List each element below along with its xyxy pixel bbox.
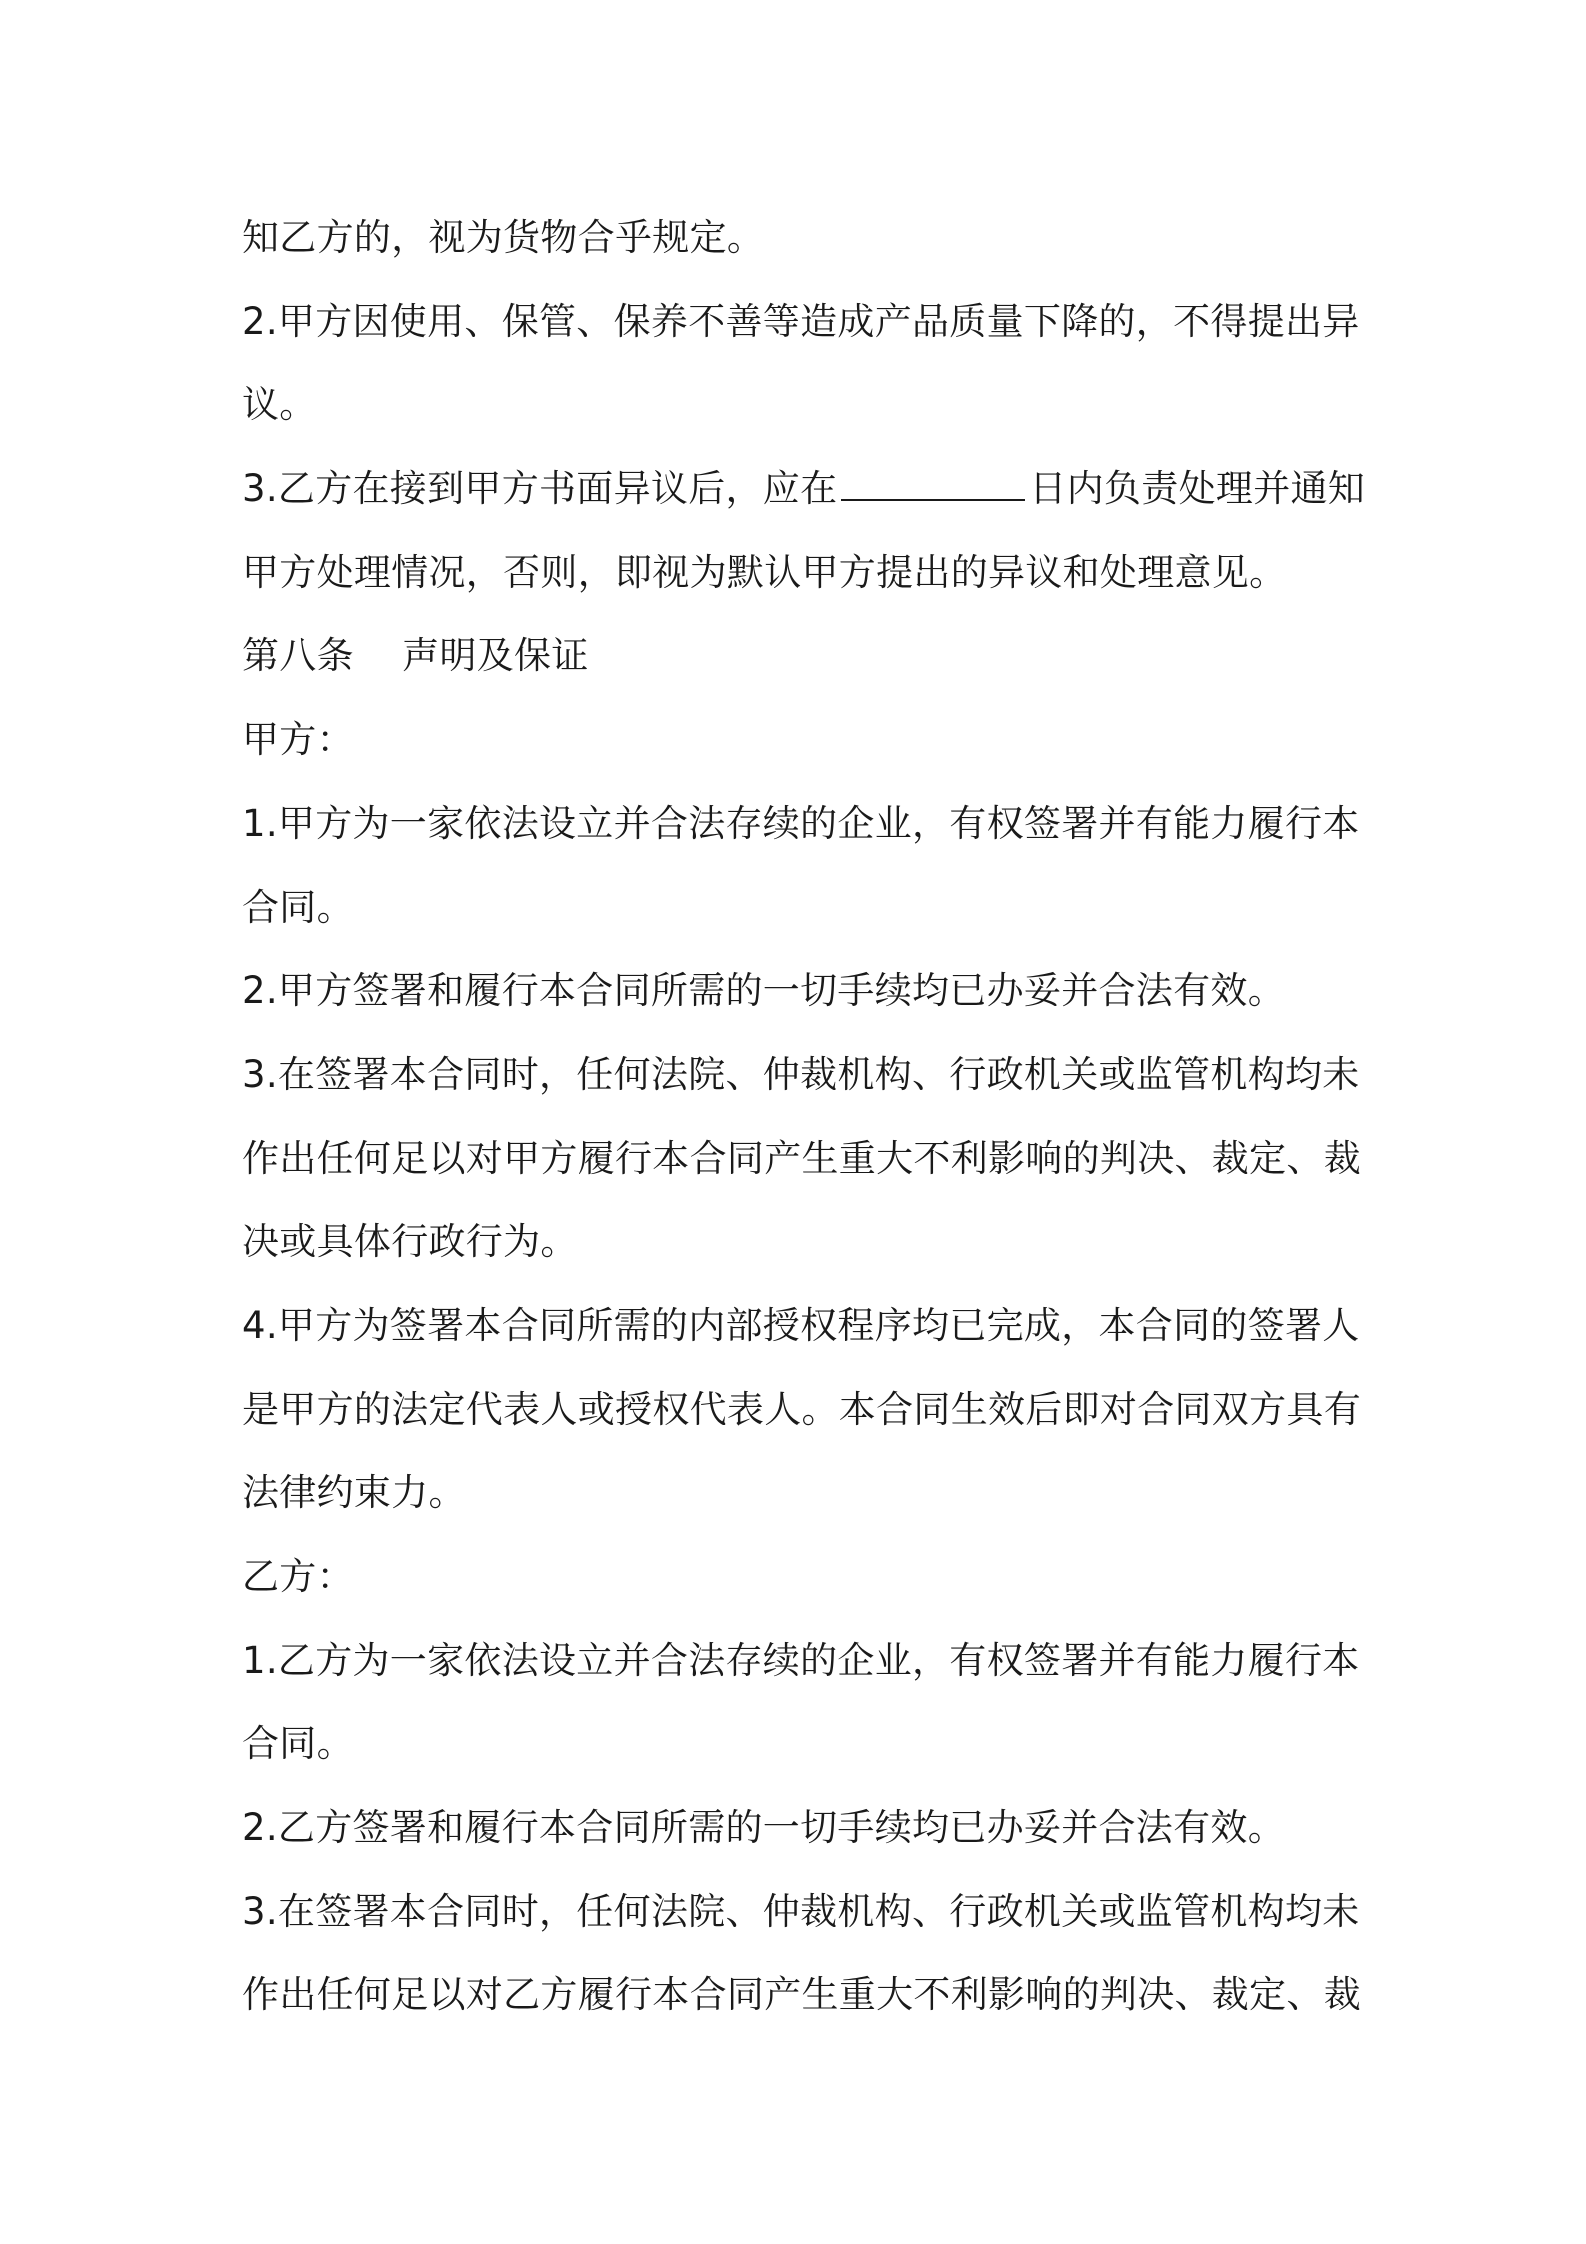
text-line: 议。 bbox=[242, 383, 317, 427]
text-line: 1.乙方为一家依法设立并合法存续的企业，有权签署并有能力履行本 bbox=[242, 1638, 1360, 1682]
text-segment: 3.乙方在接到甲方书面异议后，应在 bbox=[242, 467, 838, 511]
text-line: 2.甲方因使用、保管、保养不善等造成产品质量下降的，不得提出异 bbox=[242, 299, 1360, 343]
party-heading: 乙方： bbox=[242, 1555, 354, 1598]
text-line: 知乙方的，视为货物合乎规定。 bbox=[242, 216, 765, 259]
text-line: 作出任何足以对乙方履行本合同产生重大不利影响的判决、裁定、裁 bbox=[242, 1973, 1361, 2017]
text-line: 甲方处理情况，否则，即视为默认甲方提出的异议和处理意见。 bbox=[242, 550, 1287, 594]
document-page bbox=[242, 196, 1372, 2037]
text-line: 合同。 bbox=[242, 1722, 354, 1766]
text-line: 是甲方的法定代表人或授权代表人。本合同生效后即对合同双方具有 bbox=[242, 1387, 1361, 1431]
text-line: 合同。 bbox=[242, 885, 354, 929]
text-line: 4.甲方为签署本合同所需的内部授权程序均已完成，本合同的签署人 bbox=[242, 1303, 1360, 1347]
fill-in-blank bbox=[841, 469, 1025, 501]
section-heading: 第八条 声明及保证 bbox=[242, 634, 589, 678]
text-line: 作出任何足以对甲方履行本合同产生重大不利影响的判决、裁定、裁 bbox=[242, 1136, 1361, 1180]
text-line-with-blank bbox=[242, 447, 1372, 531]
text-line: 2.甲方签署和履行本合同所需的一切手续均已办妥并合法有效。 bbox=[242, 969, 1285, 1013]
text-line: 2.乙方签署和履行本合同所需的一切手续均已办妥并合法有效。 bbox=[242, 1806, 1285, 1850]
text-line: 法律约束力。 bbox=[242, 1471, 466, 1515]
text-segment: 日内负责处理并通知 bbox=[1029, 467, 1366, 511]
text-line: 决或具体行政行为。 bbox=[242, 1220, 578, 1264]
party-heading: 甲方： bbox=[242, 718, 354, 762]
text-line: 3.在签署本合同时，任何法院、仲裁机构、行政机关或监管机构均未 bbox=[242, 1889, 1360, 1933]
text-line: 3.在签署本合同时，任何法院、仲裁机构、行政机关或监管机构均未 bbox=[242, 1052, 1360, 1096]
text-line: 1.甲方为一家依法设立并合法存续的企业，有权签署并有能力履行本 bbox=[242, 801, 1360, 845]
